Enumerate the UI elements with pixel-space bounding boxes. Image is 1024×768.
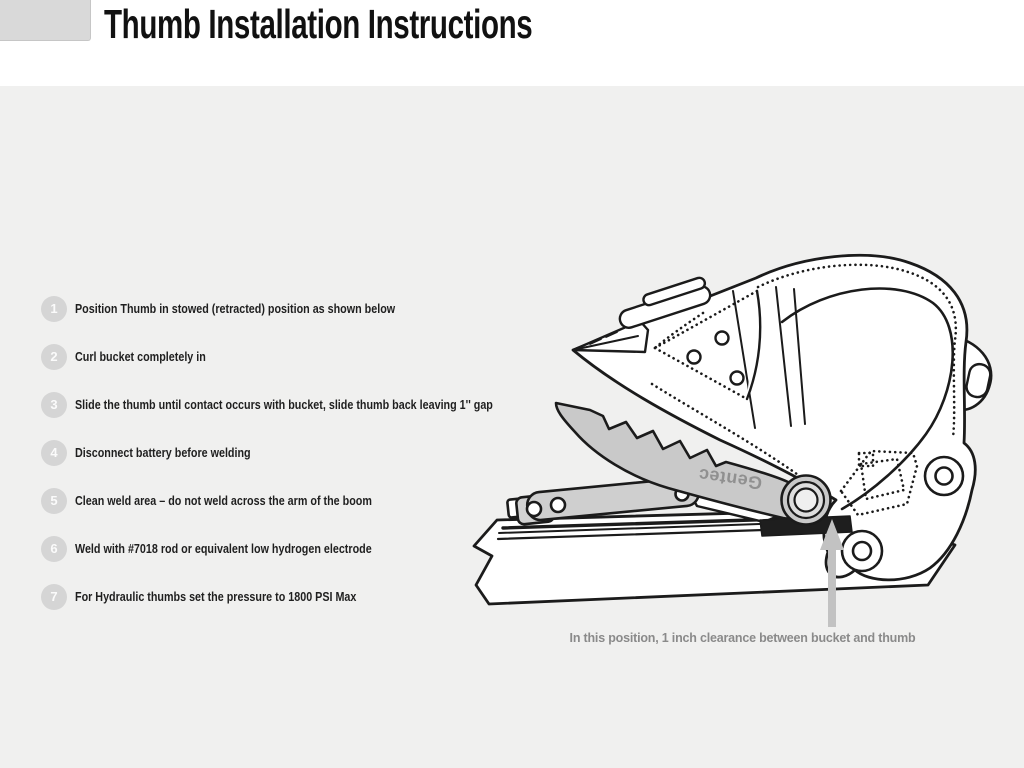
step-text: Curl bucket completely in — [75, 350, 206, 364]
step-number-badge: 4 — [41, 440, 67, 466]
step-text: Clean weld area – do not weld across the arm of the boom — [75, 494, 372, 508]
step-number-badge: 6 — [41, 536, 67, 562]
step-number-badge: 5 — [41, 488, 67, 514]
diagram-caption: In this position, 1 inch clearance between bucket and thumb — [569, 631, 916, 645]
step-text: Weld with #7018 rod or equivalent low hydrogen electrode — [75, 542, 372, 556]
step-text: For Hydraulic thumbs set the pressure to 1800 PSI Max — [75, 590, 357, 604]
step-text: Position Thumb in stowed (retracted) position as shown below — [75, 302, 396, 316]
step-number-badge: 1 — [41, 296, 67, 322]
thumb-pivot-inner — [795, 489, 818, 512]
step-text: Slide the thumb until contact occurs with bucket, slide thumb back leaving 1'' gap — [75, 398, 493, 412]
step-number-badge: 7 — [41, 584, 67, 610]
step-number-badge: 3 — [41, 392, 67, 418]
page-title-text: Thumb Installation Instructions — [104, 1, 533, 47]
step-text: Disconnect battery before welding — [75, 446, 251, 460]
brand-label: Gentec — [697, 464, 764, 494]
step-number-badge: 2 — [41, 344, 67, 370]
